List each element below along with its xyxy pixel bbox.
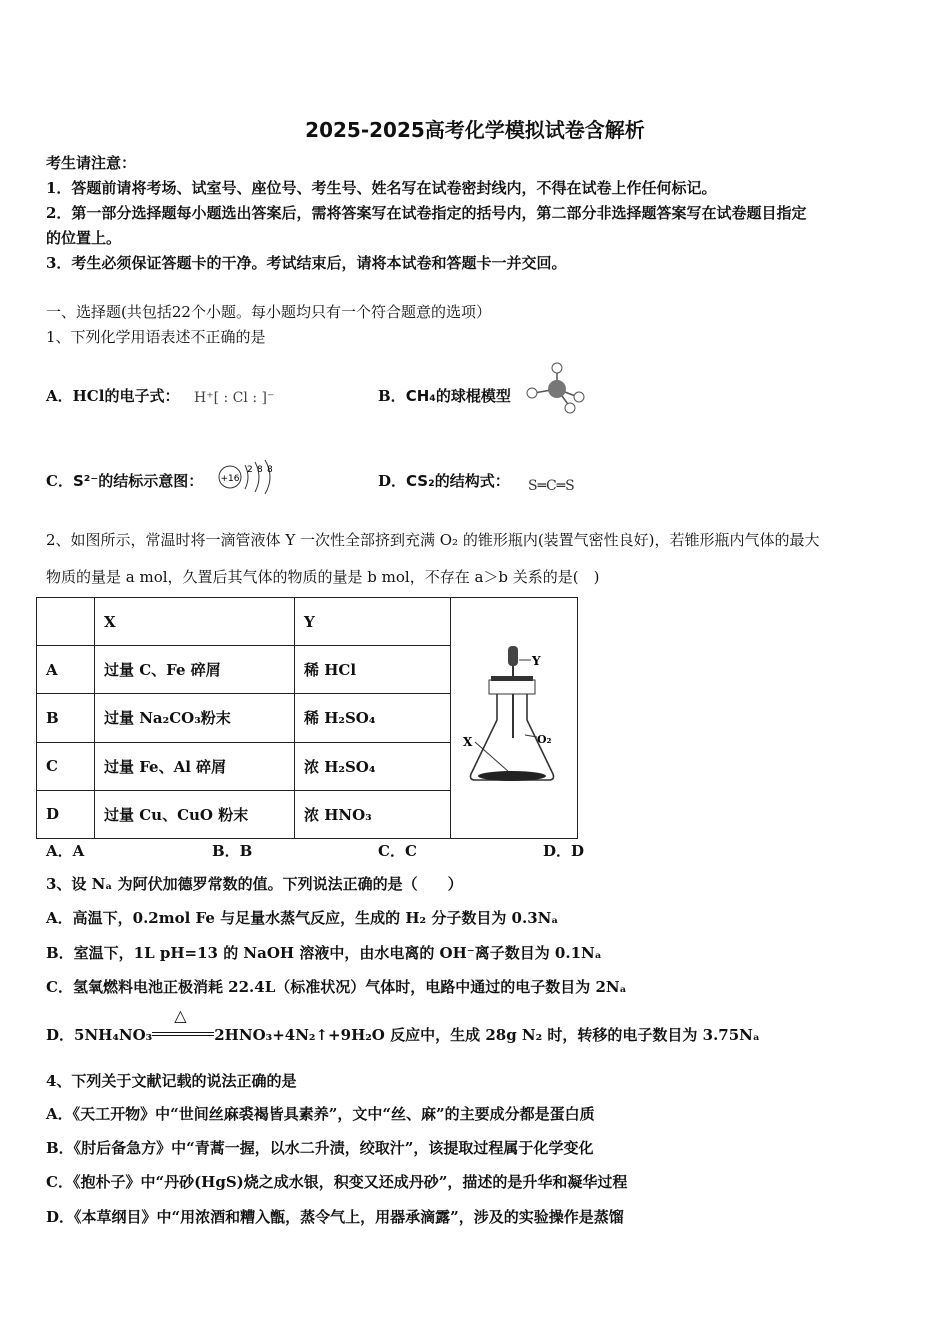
page-title: 2025-2025高考化学模拟试卷含解析: [305, 118, 645, 142]
reagent-table: [36, 597, 578, 839]
electron-formula: H⁺[ : Cl : ]⁻: [194, 390, 275, 406]
notice-heading: 考生请注意：: [46, 154, 137, 172]
answer-option: A．A: [46, 842, 85, 860]
answer-option: D．D: [543, 842, 585, 860]
option-b: B．室温下，1L pH=13 的 NaOH 溶液中，由水电离的 OH⁻离子数目为 0.1Nₐ: [46, 944, 602, 962]
option-text: D．5NH₄NO₃: [46, 1026, 153, 1044]
ball-stick-model-icon: [522, 361, 588, 417]
ion-formula: S²⁻: [72, 472, 99, 490]
option-label: C．: [46, 472, 73, 490]
notice-item: 1．答题前请将考场、试室号、座位号、考生号、姓名写在试卷密封线内，不得在试卷上作任何标记。: [46, 179, 717, 197]
notice-item: 3．考生必须保证答题卡的干净。考试结束后，请将本试卷和答题卡一并交回。: [46, 254, 567, 272]
option-b: B．《肘后备急方》中“青蒿一握，以水二升渍，绞取汁”，该提取过程属于化学变化: [46, 1139, 594, 1157]
question-stem: 3、设 Nₐ 为阿伏加德罗常数的值。下列说法正确的是（ ）: [46, 875, 463, 893]
option-c: C．《抱朴子》中“丹砂(HgS)烧之成水银，积变又还成丹砂”，描述的是升华和凝华过程: [46, 1173, 628, 1191]
label-y: Y: [532, 654, 541, 668]
shell-electrons: 8: [267, 465, 273, 475]
table-cell: 浓 H₂SO₄: [295, 742, 451, 790]
table-cell: B: [37, 694, 95, 742]
table-cell: 浓 HNO₃: [295, 790, 451, 838]
table-cell: [37, 598, 95, 646]
option-text: 2HNO₃+4N₂↑+9H₂O 反应中，生成 28g N₂ 时，转移的电子数目为 3.75Nₐ: [214, 1026, 760, 1044]
option-a: A．高温下，0.2mol Fe 与足量水蒸气反应，生成的 H₂ 分子数目为 0.3Nₐ: [46, 909, 559, 927]
shell-electrons: 8: [257, 465, 263, 475]
table-cell: A: [37, 646, 95, 694]
equals-line: [152, 1032, 214, 1036]
answer-option: B．B: [212, 842, 253, 860]
formula: CS₂: [406, 472, 435, 490]
label-o2: O₂: [537, 733, 552, 746]
apparatus-figure-cell: [451, 598, 578, 839]
option-d: [46, 1006, 760, 1045]
option-text: 的结构式：: [434, 472, 510, 490]
table-cell: 过量 Fe、Al 碎屑: [95, 742, 295, 790]
option-c: [46, 470, 203, 491]
answer-option: C．C: [378, 842, 417, 860]
table-cell: 过量 C、Fe 碎屑: [95, 646, 295, 694]
option-a: A．《天工开物》中“世间丝麻裘褐皆具素养”，文中“丝、麻”的主要成分都是蛋白质: [46, 1105, 595, 1123]
notice-item: 2．第一部分选择题每小题选出答案后，需将答案写在试卷指定的括号内，第二部分非选择题答案写在试卷题目指定: [46, 204, 807, 222]
label-x: X: [463, 735, 473, 749]
table-cell: X: [95, 598, 295, 646]
option-a: [46, 385, 179, 406]
table-cell: D: [37, 790, 95, 838]
option-label: A．HCl的电子式：: [46, 387, 180, 405]
atomic-structure-diagram: [216, 459, 278, 495]
table-cell: 稀 HCl: [295, 646, 451, 694]
section-heading: 一、选择题(共包括22个小题。每小题均只有一个符合题意的选项）: [46, 303, 491, 321]
question-stem: 1、下列化学用语表述不正确的是: [46, 328, 266, 346]
table-cell: 稀 H₂SO₄: [295, 694, 451, 742]
heat-symbol: △: [174, 1006, 187, 1025]
question-stem: 物质的量是 a mol，久置后其气体的物质的量是 b mol，不存在 a＞b 关系的是( ): [46, 568, 600, 586]
question-stem: 2、如图所示，常温时将一滴管液体 Y 一次性全部挤到充满 O₂ 的锥形瓶内(装置气密性良好)，若锥形瓶内气体的最大: [46, 531, 820, 549]
formula: CH₄: [405, 387, 436, 405]
table-cell: 过量 Na₂CO₃粉末: [95, 694, 295, 742]
option-label: B．: [378, 387, 406, 405]
option-text: 的结标示意图：: [98, 472, 204, 490]
option-text: 的球棍模型: [435, 387, 511, 405]
option-b: [378, 385, 511, 406]
structural-formula: S═C═S: [528, 478, 575, 494]
option-d: [378, 470, 510, 491]
table-cell: 过量 Cu、CuO 粉末: [95, 790, 295, 838]
option-d: D．《本草纲目》中“用浓酒和糟入甑，蒸令气上，用器承滴露”，涉及的实验操作是蒸馏: [46, 1208, 624, 1226]
reaction-arrow: [152, 1006, 214, 1040]
table-cell: Y: [295, 598, 451, 646]
notice-item: 的位置上。: [46, 229, 122, 247]
nucleus-charge: +16: [220, 474, 240, 484]
table-cell: C: [37, 742, 95, 790]
question-stem: 4、下列关于文献记载的说法正确的是: [46, 1072, 297, 1090]
shell-electrons: 2: [247, 465, 253, 475]
flask-apparatus-figure: [451, 598, 577, 834]
table-header-row: [37, 598, 578, 646]
option-label: D．: [378, 472, 407, 490]
option-c: C．氢氧燃料电池正极消耗 22.4L（标准状况）气体时，电路中通过的电子数目为 2Nₐ: [46, 978, 627, 996]
